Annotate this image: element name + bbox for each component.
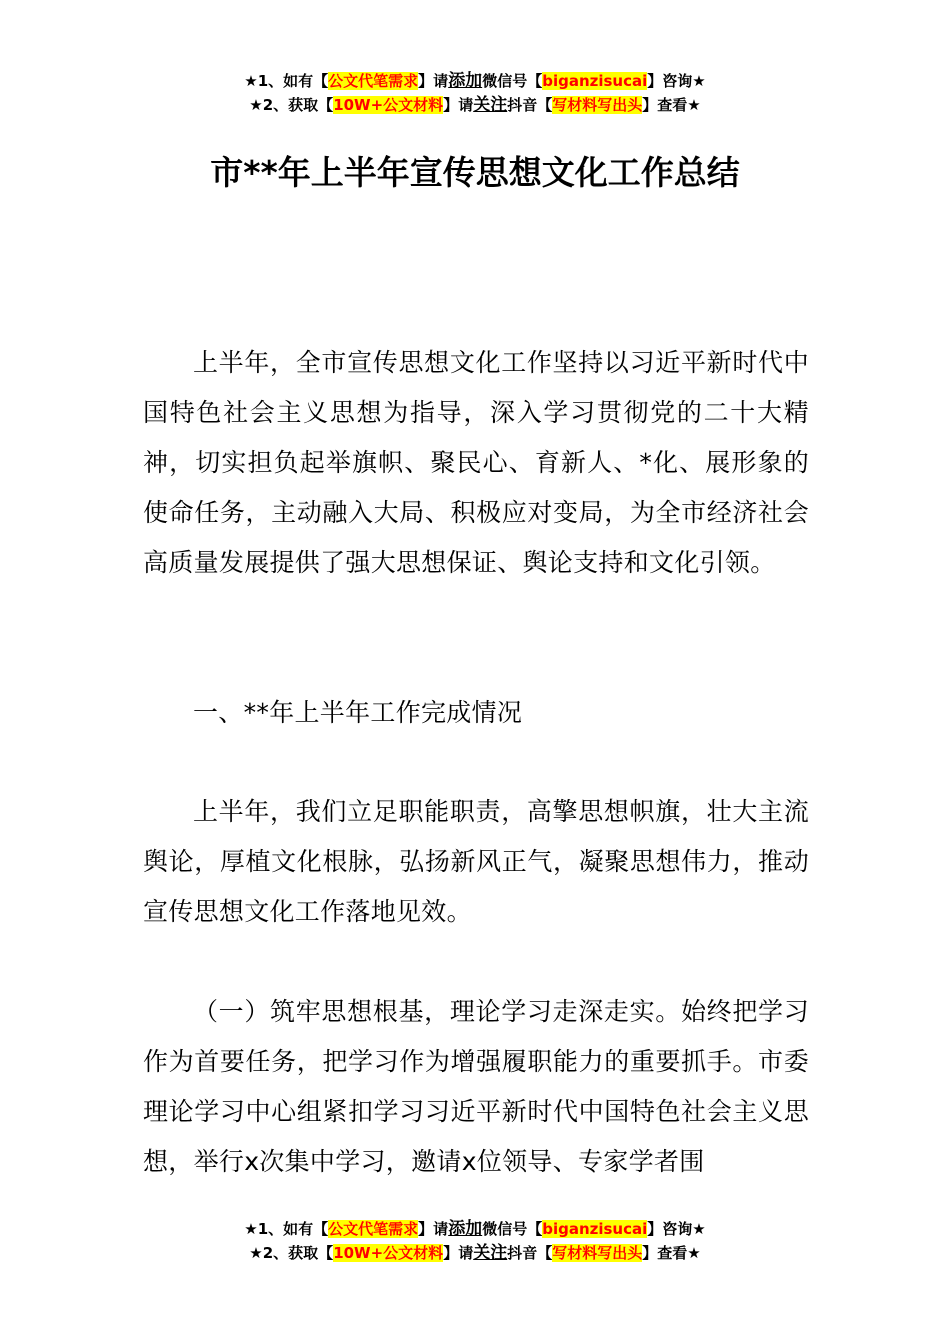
banner-line2-highlight-1: 10W+公文材料 [333, 96, 444, 114]
footer-line2-highlight-1: 10W+公文材料 [333, 1244, 444, 1262]
footer-line1-prefix: ★1、如有【 [244, 1220, 329, 1238]
banner-line1-emphasis: 添加 [448, 71, 483, 91]
banner-line1-mid-1: 】请 [418, 72, 449, 90]
banner-line1-suffix: 】咨询★ [647, 72, 706, 90]
banner-line2-mid-1: 】请 [443, 96, 474, 114]
footer-line1-mid-1: 】请 [418, 1220, 449, 1238]
footer-line2-prefix: ★2、获取【 [249, 1244, 334, 1262]
banner-line1-prefix: ★1、如有【 [244, 72, 329, 90]
footer-line2-highlight-2: 写材料写出头 [552, 1244, 643, 1262]
document-title: 市**年上半年宣传思想文化工作总结 [210, 153, 740, 192]
footer-line1-highlight-1: 公文代笔需求 [328, 1220, 419, 1238]
footer-line2-mid-1: 】请 [443, 1244, 474, 1262]
paragraph-2: 上半年，我们立足职能职责，高擎思想帜旗，壮大主流舆论，厚植文化根脉，弘扬新风正气，凝聚思想伟力，推动宣传思想文化工作落地见效。 [143, 797, 809, 926]
paragraph-1: 上半年，全市宣传思想文化工作坚持以习近平新时代中国特色社会主义思想为指导，深入学习贯彻党的二十大精神，切实担负起举旗帜、聚民心、育新人、*化、展形象的使命任务，主动融入大局、积极应对变局，为全市经济社会高质量发展提供了强大思想保证、舆论支持和文化引领。 [143, 348, 809, 577]
paragraph-intro [143, 338, 809, 588]
footer-line2-mid-2: 抖音【 [507, 1244, 553, 1262]
banner-line2-mid-2: 抖音【 [507, 96, 553, 114]
footer-line1-highlight-2: biganzisucai [542, 1220, 648, 1238]
banner-line1-highlight-1: 公文代笔需求 [328, 72, 419, 90]
footer-banner-line-1 [0, 1217, 950, 1241]
footer-line1-suffix: 】咨询★ [647, 1220, 706, 1238]
banner-line1-mid-2: 微信号【 [482, 72, 543, 90]
banner-line2-emphasis: 关注 [473, 95, 508, 115]
footer-banner-line-2 [0, 1241, 950, 1265]
footer-line1-mid-2: 微信号【 [482, 1220, 543, 1238]
heading-1: 一、**年上半年工作完成情况 [193, 698, 523, 727]
header-banner [0, 69, 950, 117]
banner-line-1 [0, 69, 950, 93]
footer-line2-suffix: 】查看★ [642, 1244, 701, 1262]
section-heading [143, 688, 809, 738]
paragraph-section-1 [143, 987, 809, 1187]
footer-line1-emphasis: 添加 [448, 1219, 483, 1239]
paragraph-summary [143, 787, 809, 937]
banner-line2-suffix: 】查看★ [642, 96, 701, 114]
banner-line1-highlight-2: biganzisucai [542, 72, 648, 90]
paragraph-3: （一）筑牢思想根基，理论学习走深走实。始终把学习作为首要任务，把学习作为增强履职能力的重要抓手。市委理论学习中心组紧扣学习习近平新时代中国特色社会主义思想，举行x次集中学习，邀请x位领导、专家学者围 [143, 997, 809, 1176]
footer-line2-emphasis: 关注 [473, 1243, 508, 1263]
banner-line-2 [0, 93, 950, 117]
banner-line2-prefix: ★2、获取【 [249, 96, 334, 114]
banner-line2-highlight-2: 写材料写出头 [552, 96, 643, 114]
footer-banner [0, 1217, 950, 1265]
